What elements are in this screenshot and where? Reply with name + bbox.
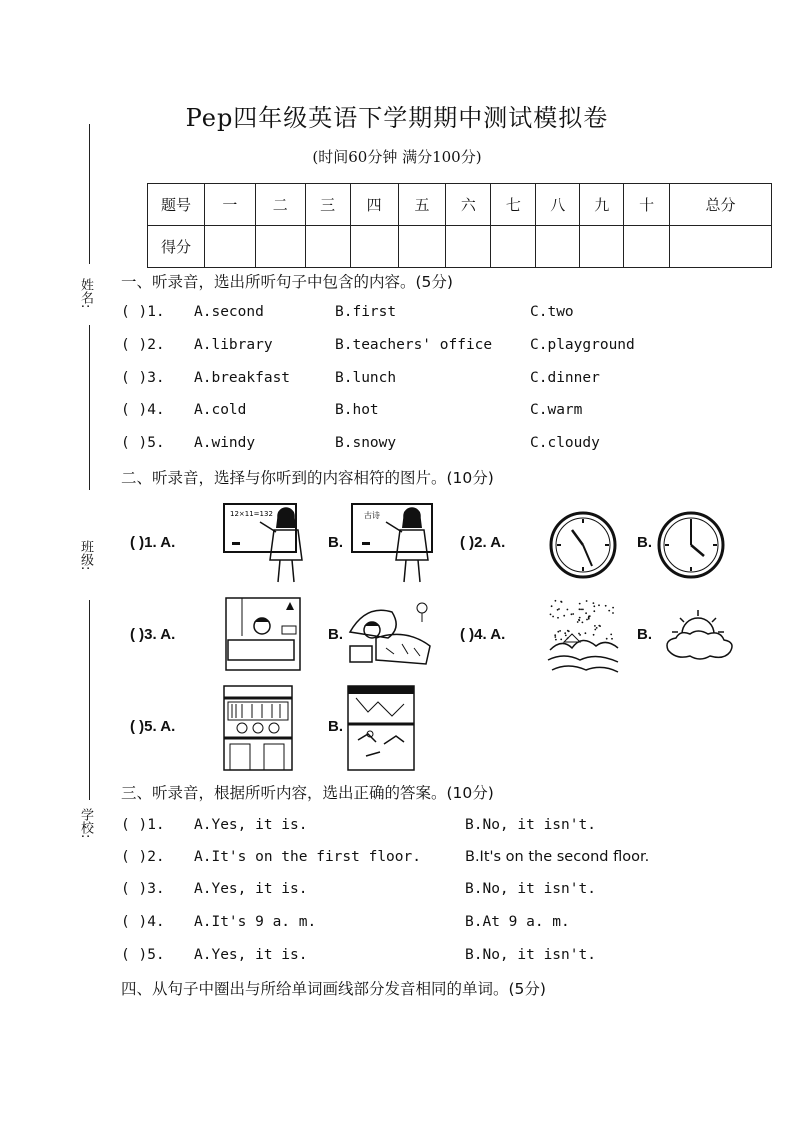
item-number: ( )2. (121, 337, 165, 353)
option-b: B.teachers' office (335, 337, 493, 353)
option-b: B.No, it isn't. (465, 881, 596, 897)
clock-a-image (548, 510, 618, 580)
snow-dot (596, 627, 598, 629)
q3-label: ( )3. A. (130, 626, 176, 643)
score-cell[interactable] (350, 226, 398, 268)
option-b: B.hot (335, 402, 379, 418)
q2-b-label: B. (637, 534, 652, 551)
snow-dot (612, 612, 614, 614)
snow-dot (579, 617, 581, 619)
option-c: C.warm (530, 402, 583, 418)
margin-line-3 (89, 600, 90, 800)
score-cell[interactable] (491, 226, 536, 268)
option-a: A.cold (194, 402, 247, 418)
sun-cloud-image (660, 606, 738, 664)
score-cell[interactable] (255, 226, 305, 268)
score-header-cell: 九 (580, 184, 624, 226)
margin-line-2 (89, 325, 90, 490)
score-header-cell: 五 (398, 184, 446, 226)
score-header-cell: 八 (536, 184, 580, 226)
snow-dot (608, 610, 610, 612)
margin-line-1 (89, 124, 90, 264)
section2-heading: 二、听录音，选择与你听到的内容相符的图片。(10分) (121, 469, 494, 487)
snow-dot (578, 633, 580, 635)
q1-label: ( )1. A. (130, 534, 176, 551)
snow-dot (593, 634, 595, 636)
option-b: B.first (335, 304, 397, 320)
option-a: A.It's 9 a. m. (194, 914, 317, 930)
board-text: 古诗 (364, 511, 380, 520)
score-header-cell: 二 (255, 184, 305, 226)
clock-b-image (656, 510, 726, 580)
library-building-image (222, 684, 294, 772)
option-c: C.playground (530, 337, 635, 353)
snow-dot (551, 605, 553, 607)
option-b: B.lunch (335, 370, 397, 386)
snow-dot (555, 639, 557, 641)
option-a: A.breakfast (194, 370, 291, 386)
snow-dot (557, 617, 559, 619)
snow-dot (563, 615, 565, 617)
item-number: ( )5. (121, 435, 165, 451)
score-header-row (148, 184, 772, 226)
option-b: B.It's on the second floor. (465, 849, 650, 865)
snow-dot (560, 639, 562, 641)
score-header-cell: 题号 (148, 184, 205, 226)
snow-dot (552, 616, 554, 618)
school-label: 学校: (78, 808, 93, 839)
snow-dot (578, 619, 580, 621)
option-a: A.second (194, 304, 264, 320)
option-b: B.At 9 a. m. (465, 914, 570, 930)
snow-dot (550, 614, 552, 616)
score-table (147, 183, 772, 268)
snow-dot (571, 613, 573, 615)
item-number: ( )1. (121, 304, 165, 320)
snow-dot (560, 601, 562, 603)
item-number: ( )4. (121, 402, 165, 418)
snow-dot (565, 635, 567, 637)
option-a: A.Yes, it is. (194, 947, 308, 963)
snow-dot (582, 609, 584, 611)
item-number: ( )2. (121, 849, 165, 865)
score-cell[interactable] (204, 226, 255, 268)
snow-dot (564, 632, 566, 634)
snow-dot (554, 634, 556, 636)
option-a: A.Yes, it is. (194, 817, 308, 833)
snow-dot (586, 619, 588, 621)
snow-dot (594, 625, 596, 627)
snow-dot (598, 604, 600, 606)
snow-dot (554, 636, 556, 638)
q2-label: ( )2. A. (460, 534, 506, 551)
option-a: A.windy (194, 435, 256, 451)
option-b: B.snowy (335, 435, 397, 451)
section4-heading: 四、从句子中圈出与所给单词画线部分发音相同的单词。(5分) (121, 980, 546, 998)
name-label: 姓名: (78, 278, 93, 309)
page-subtitle: (时间60分钟 满分100分) (312, 148, 482, 166)
snow-dot (588, 618, 590, 620)
snow-dot (610, 634, 612, 636)
score-header-cell: 三 (305, 184, 350, 226)
score-cell[interactable] (536, 226, 580, 268)
score-value-row (148, 226, 772, 268)
item-number: ( )3. (121, 881, 165, 897)
score-cell[interactable] (624, 226, 670, 268)
option-c: C.cloudy (530, 435, 600, 451)
girl-sitting-bed-image (222, 596, 304, 672)
score-header-cell: 四 (350, 184, 398, 226)
option-a: A.Yes, it is. (194, 881, 308, 897)
snow-dot (582, 622, 584, 624)
item-number: ( )1. (121, 817, 165, 833)
boy-sleeping-image (346, 598, 434, 670)
q5-label: ( )5. A. (130, 718, 176, 735)
snow-dot (589, 615, 591, 617)
snow-dot (598, 625, 600, 627)
snow-dot (585, 632, 587, 634)
snow-dot (567, 609, 569, 611)
snow-dot (558, 608, 560, 610)
q4-b-label: B. (637, 626, 652, 643)
snow-dot (580, 609, 582, 611)
score-cell[interactable] (670, 226, 772, 268)
snow-dot (593, 610, 595, 612)
page-title: Pep四年级英语下学期期中测试模拟卷 (185, 104, 609, 132)
section1-heading: 一、听录音，选出所听句子中包含的内容。(5分) (121, 273, 453, 291)
snow-dot (605, 605, 607, 607)
snow-dot (594, 629, 596, 631)
q4-label: ( )4. A. (460, 626, 506, 643)
item-number: ( )5. (121, 947, 165, 963)
gym-building-image (346, 684, 416, 772)
option-c: C.dinner (530, 370, 600, 386)
option-a: A.library (194, 337, 273, 353)
score-header-cell: 六 (446, 184, 491, 226)
score-cell[interactable] (305, 226, 350, 268)
item-number: ( )3. (121, 370, 165, 386)
class-label: 班级: (78, 540, 93, 571)
score-cell[interactable] (446, 226, 491, 268)
option-b: B.No, it isn't. (465, 817, 596, 833)
snowy-scene-image (546, 598, 620, 674)
section3-heading: 三、听录音，根据所听内容，选出正确的答案。(10分) (121, 784, 494, 802)
teacher-poem-board-image (350, 502, 436, 586)
snow-dot (555, 600, 557, 602)
item-number: ( )4. (121, 914, 165, 930)
snow-dot (611, 638, 613, 640)
option-b: B.No, it isn't. (465, 947, 596, 963)
teacher-math-board-image (222, 502, 320, 586)
snow-dot (572, 613, 574, 615)
option-c: C.two (530, 304, 574, 320)
snow-dot (579, 608, 581, 610)
score-cell[interactable] (580, 226, 624, 268)
snow-dot (585, 612, 587, 614)
q1-b-label: B. (328, 534, 343, 551)
snow-dot (579, 634, 581, 636)
snow-dot (606, 638, 608, 640)
option-a: A.It's on the first floor. (194, 849, 421, 865)
snow-dot (557, 631, 559, 633)
q5-b-label: B. (328, 718, 343, 735)
snow-dot (593, 602, 595, 604)
snow-dot (586, 600, 588, 602)
score-header-cell: 一 (204, 184, 255, 226)
score-row-label: 得分 (148, 226, 205, 268)
score-header-cell: 七 (491, 184, 536, 226)
snow-dot (567, 630, 569, 632)
score-cell[interactable] (398, 226, 446, 268)
snow-dot (579, 603, 581, 605)
snow-dot (593, 605, 595, 607)
q3-b-label: B. (328, 626, 343, 643)
board-text: 12×11=132 (230, 510, 273, 518)
score-header-cell: 总分 (670, 184, 772, 226)
snow-dot (559, 630, 561, 632)
score-header-cell: 十 (624, 184, 670, 226)
snow-dot (577, 621, 579, 623)
snow-dot (612, 607, 614, 609)
